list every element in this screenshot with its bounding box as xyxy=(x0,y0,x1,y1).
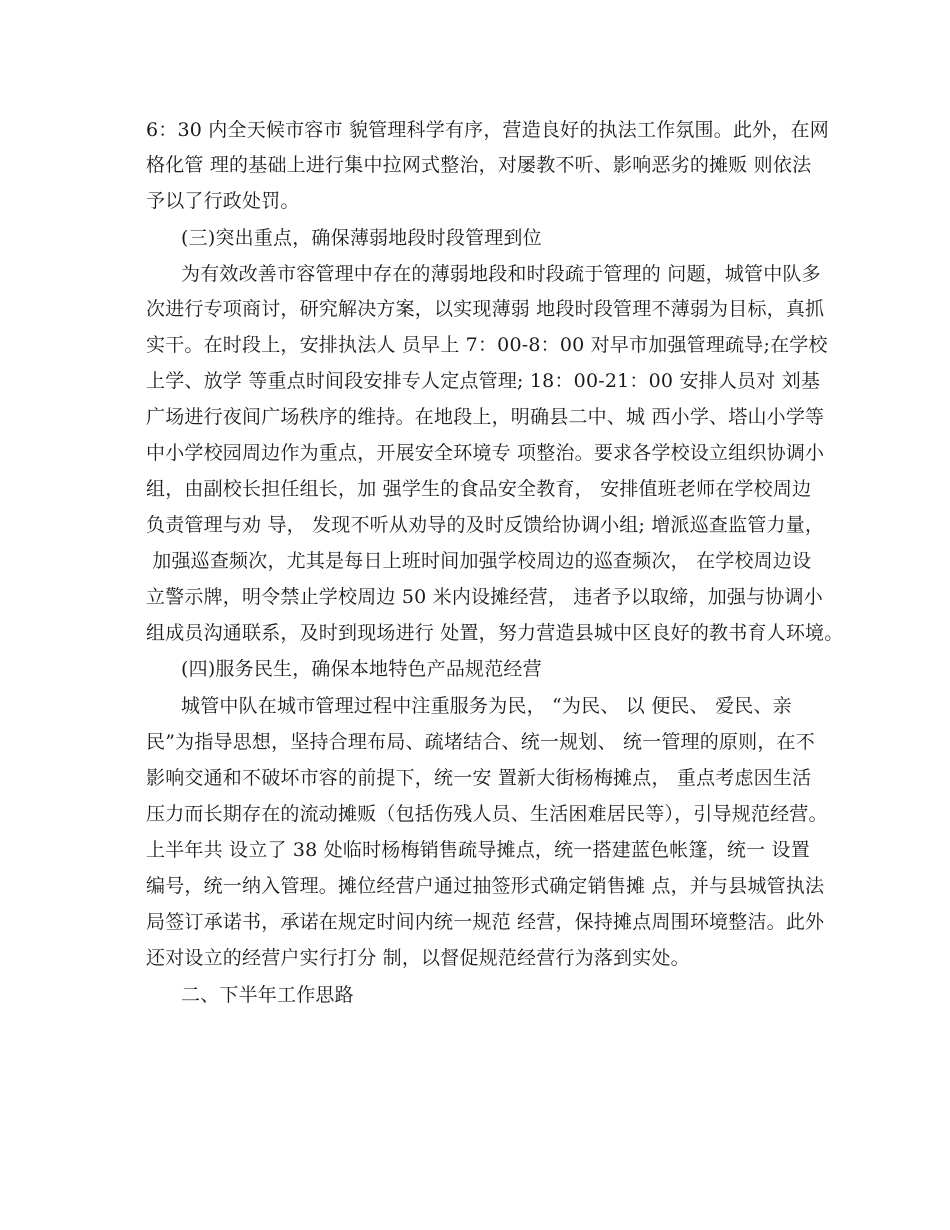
text-line: 组，由副校长担任组长，加 强学生的食品安全教育， 安排值班老师在学校周边 xyxy=(146,478,812,500)
text-line: 压力而长期存在的流动摊贩（包括伤残人员、生活困难居民等），引导规范经营。 xyxy=(146,803,828,825)
text-line: 影响交通和不破坏市容的前提下，统一安 置新大街杨梅摊点， 重点考虑因生活 xyxy=(146,767,812,789)
text-line: 编号，统一纳入管理。摊位经营户通过抽签形式确定销售摊 点，并与县城管执法 xyxy=(146,875,825,897)
text-line: 立警示牌，明令禁止学校周边 50 米内设摊经营， 违者予以取缔，加强与协调小 xyxy=(146,586,823,608)
text-line: 城管中队在城市管理过程中注重服务为民， “为民、 以 便民、 爱民、亲 xyxy=(181,695,792,717)
text-line: 局签订承诺书，承诺在规定时间内统一规范 经营，保持摊点周围环境整洁。此外 xyxy=(146,911,825,933)
section-heading: (三)突出重点，确保薄弱地段时段管理到位 xyxy=(181,227,542,249)
text-line: 广场进行夜间广场秩序的维持。在地段上，明确县二中、城 西小学、塔山小学等 xyxy=(146,406,825,428)
text-line: 上学、放学 等重点时间段安排专人定点管理; 18：00-21：00 安排人员对 刘基 xyxy=(146,370,821,392)
section-heading: (四)服务民生，确保本地特色产品规范经营 xyxy=(181,658,542,680)
text-line: 中小学校园周边作为重点，开展安全环境专 项整治。要求各学校设立组织协调小 xyxy=(146,442,825,464)
text-line: 为有效改善市容管理中存在的薄弱地段和时段疏于管理的 问题，城管中队多 xyxy=(181,263,821,285)
text-line: 次进行专项商讨，研究解决方案，以实现薄弱 地段时段管理不薄弱为目标，真抓 xyxy=(146,298,825,320)
section-heading: 二、下半年工作思路 xyxy=(181,984,354,1006)
text-line: 民”为指导思想，坚持合理布局、疏堵结合、统一规划、 统一管理的原则，在不 xyxy=(146,731,815,753)
text-line: 上半年共 设立了 38 处临时杨梅销售疏导摊点，统一搭建蓝色帐篷，统一 设置 xyxy=(146,839,810,861)
text-line: 还对设立的经营户实行打分 制，以督促规范经营行为落到实处。 xyxy=(146,947,690,969)
text-line: 格化管 理的基础上进行集中拉网式整治，对屡教不听、影响恶劣的摊贩 则依法 xyxy=(146,154,812,176)
text-line: 负责管理与劝 导， 发现不听从劝导的及时反馈给协调小组; 增派巡查监管力量， xyxy=(146,514,825,536)
text-line: 6：30 内全天候市容市 貌管理科学有序，营造良好的执法工作氛围。此外，在网 xyxy=(146,119,829,141)
text-line: 组成员沟通联系，及时到现场进行 处置，努力营造县城中区良好的教书育人环境。 xyxy=(146,622,844,644)
text-line: 实干。在时段上，安排执法人 员早上 7：00-8：00 对早市加强管理疏导;在学校 xyxy=(146,334,828,356)
text-line: 予以了行政处罚。 xyxy=(146,190,300,212)
text-line: 加强巡查频次，尤其是每日上班时间加强学校周边的巡查频次， 在学校周边设 xyxy=(146,550,812,572)
